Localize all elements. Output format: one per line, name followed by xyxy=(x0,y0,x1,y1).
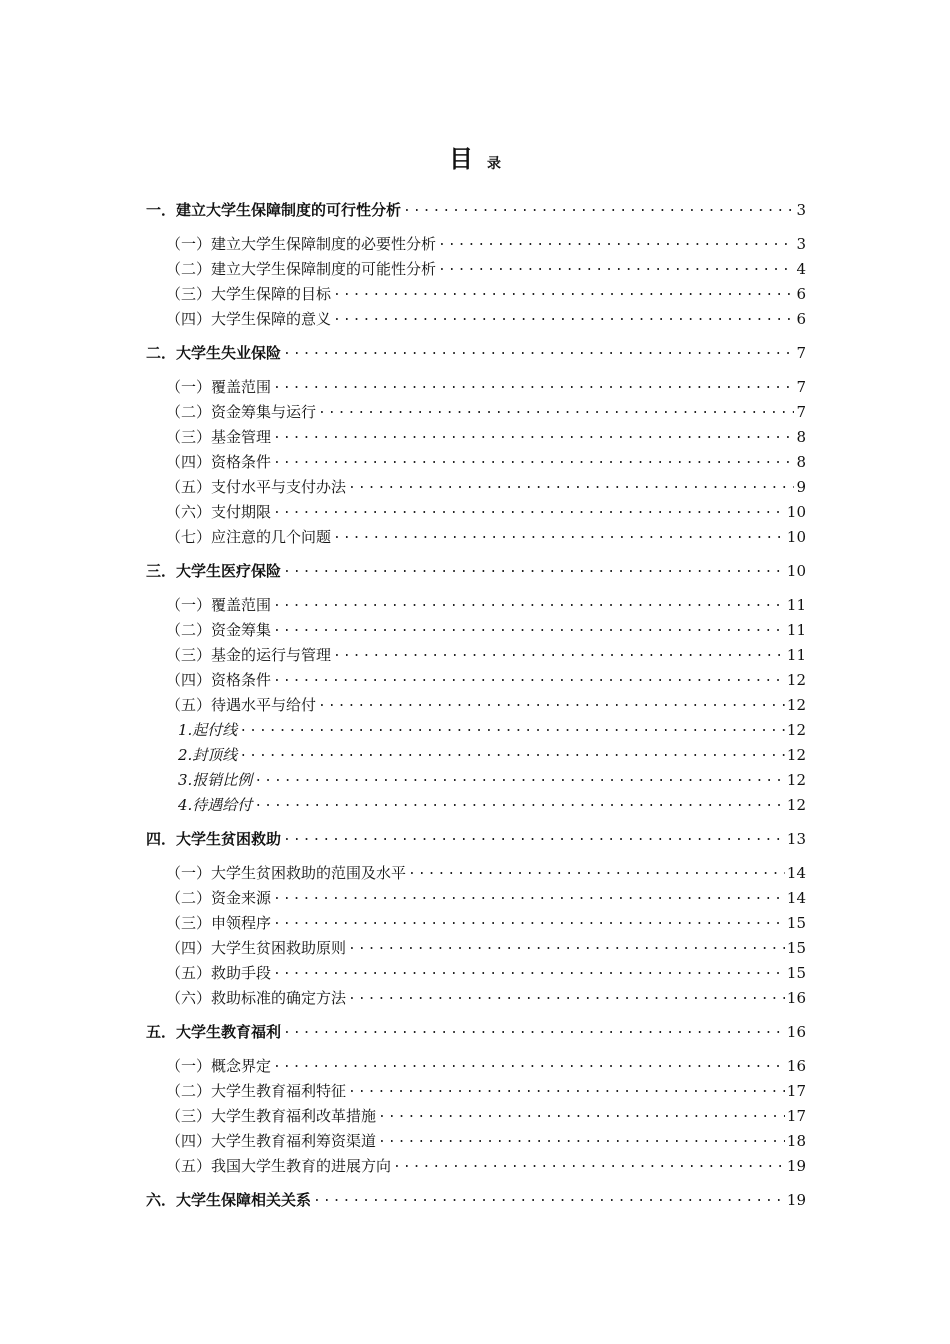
toc-page-number: 19 xyxy=(786,1157,806,1175)
toc-page-number: 11 xyxy=(786,596,806,614)
toc-entry-title: 一．建立大学生保障制度的可行性分析 xyxy=(146,201,402,219)
toc-entry-title: 四．大学生贫困救助 xyxy=(146,830,282,848)
toc-entry-title: （四）资格条件 xyxy=(166,671,272,689)
toc-section-entry[interactable] xyxy=(146,933,806,958)
toc-page-number: 12 xyxy=(786,796,806,814)
toc-subsection-entry[interactable] xyxy=(146,765,806,790)
dot-leader xyxy=(378,1129,785,1149)
toc-section-entry[interactable] xyxy=(146,1126,806,1151)
toc-page-number: 17 xyxy=(786,1107,806,1125)
toc-page-number: 16 xyxy=(786,989,806,1007)
toc-page-number: 15 xyxy=(786,964,806,982)
toc-page-number: 18 xyxy=(786,1132,806,1150)
toc-entry-title: 三．大学生医疗保险 xyxy=(146,562,282,580)
toc-entry-title: （二）资金来源 xyxy=(166,889,272,907)
toc-section-entry[interactable] xyxy=(146,279,806,304)
title-second-char: 录 xyxy=(487,156,501,172)
toc-section-entry[interactable] xyxy=(146,447,806,472)
toc-page-number: 7 xyxy=(796,344,806,362)
toc-page-number: 15 xyxy=(786,939,806,957)
toc-page-number: 14 xyxy=(786,864,806,882)
dot-leader xyxy=(393,1154,785,1174)
toc-page-number: 14 xyxy=(786,889,806,907)
toc-entry-title: （四）大学生保障的意义 xyxy=(166,310,332,328)
dot-leader xyxy=(408,861,785,881)
title-main-char: 目 xyxy=(449,144,473,173)
toc-entry-title: （三）基金的运行与管理 xyxy=(166,646,332,664)
dot-leader xyxy=(273,886,785,906)
toc-entry-title: （四）大学生教育福利筹资渠道 xyxy=(166,1132,377,1150)
toc-page-number: 10 xyxy=(786,528,806,546)
dot-leader xyxy=(283,827,785,847)
toc-entry-title: 六．大学生保障相关关系 xyxy=(146,1191,312,1209)
toc-page-number: 13 xyxy=(786,830,806,848)
toc-page-number: 10 xyxy=(786,562,806,580)
toc-page-number: 7 xyxy=(796,378,806,396)
toc-entry-title: （三）申领程序 xyxy=(166,914,272,932)
toc-entry-title: （一）覆盖范围 xyxy=(166,596,272,614)
toc-entry-title: 五．大学生教育福利 xyxy=(146,1023,282,1041)
toc-entry-title: （五）待遇水平与给付 xyxy=(166,696,317,714)
toc-entry-title: 4.待遇给付 xyxy=(178,796,253,814)
toc-section-entry[interactable] xyxy=(146,590,806,615)
toc-entry-title: （一）大学生贫困救助的范围及水平 xyxy=(166,864,407,882)
toc-section-entry[interactable] xyxy=(146,397,806,422)
toc-entry-title: （一）建立大学生保障制度的必要性分析 xyxy=(166,235,437,253)
toc-section-entry[interactable] xyxy=(146,422,806,447)
table-of-contents xyxy=(146,195,806,1210)
toc-chapter-entry[interactable] xyxy=(146,195,806,220)
toc-section-entry[interactable] xyxy=(146,522,806,547)
toc-chapter-entry[interactable] xyxy=(146,338,806,363)
dot-leader xyxy=(348,475,794,495)
dot-leader xyxy=(273,668,785,688)
dot-leader xyxy=(438,232,794,252)
toc-page-number: 12 xyxy=(786,771,806,789)
toc-page-number: 16 xyxy=(786,1057,806,1075)
toc-entry-title: 2.封顶线 xyxy=(178,746,238,764)
toc-entry-title: （二）建立大学生保障制度的可能性分析 xyxy=(166,260,437,278)
toc-section-entry[interactable] xyxy=(146,1051,806,1076)
toc-section-entry[interactable] xyxy=(146,883,806,908)
toc-entry-title: （六）救助标准的确定方法 xyxy=(166,989,347,1007)
dot-leader xyxy=(283,559,785,579)
toc-entry-title: 1.起付线 xyxy=(178,721,238,739)
toc-subsection-entry[interactable] xyxy=(146,740,806,765)
toc-section-entry[interactable] xyxy=(146,497,806,522)
toc-entry-title: （二）资金筹集 xyxy=(166,621,272,639)
toc-section-entry[interactable] xyxy=(146,372,806,397)
toc-page-number: 7 xyxy=(796,403,806,421)
toc-page-number: 4 xyxy=(796,260,806,278)
toc-page-number: 8 xyxy=(796,453,806,471)
toc-page-number: 6 xyxy=(796,285,806,303)
toc-entry-title: 3.报销比例 xyxy=(178,771,253,789)
toc-page-number: 17 xyxy=(786,1082,806,1100)
toc-section-entry[interactable] xyxy=(146,472,806,497)
toc-page-number: 9 xyxy=(796,478,806,496)
toc-entry-title: （四）资格条件 xyxy=(166,453,272,471)
toc-page-number: 6 xyxy=(796,310,806,328)
toc-entry-title: （一）概念界定 xyxy=(166,1057,272,1075)
dot-leader xyxy=(273,1054,785,1074)
toc-section-entry[interactable] xyxy=(146,983,806,1008)
toc-section-entry[interactable] xyxy=(146,254,806,279)
dot-leader xyxy=(273,961,785,981)
dot-leader xyxy=(348,986,785,1006)
toc-entry-title: （三）大学生保障的目标 xyxy=(166,285,332,303)
dot-leader xyxy=(273,425,794,445)
toc-page-number: 12 xyxy=(786,696,806,714)
toc-entry-title: （二）大学生教育福利特征 xyxy=(166,1082,347,1100)
toc-page-number: 12 xyxy=(786,721,806,739)
dot-leader xyxy=(254,793,785,813)
dot-leader xyxy=(273,593,785,613)
toc-entry-title: （四）大学生贫困救助原则 xyxy=(166,939,347,957)
toc-section-entry[interactable] xyxy=(146,304,806,329)
dot-leader xyxy=(333,643,785,663)
toc-page-number: 12 xyxy=(786,746,806,764)
toc-page-number: 8 xyxy=(796,428,806,446)
toc-page-number: 12 xyxy=(786,671,806,689)
dot-leader xyxy=(403,198,794,218)
toc-page-number: 3 xyxy=(796,201,806,219)
dot-leader xyxy=(333,282,794,302)
toc-chapter-entry[interactable] xyxy=(146,556,806,581)
dot-leader xyxy=(273,375,794,395)
dot-leader xyxy=(313,1188,785,1208)
dot-leader xyxy=(273,911,785,931)
toc-entry-title: （三）大学生教育福利改革措施 xyxy=(166,1107,377,1125)
toc-entry-title: （七）应注意的几个问题 xyxy=(166,528,332,546)
toc-section-entry[interactable] xyxy=(146,640,806,665)
dot-leader xyxy=(283,1020,785,1040)
toc-entry-title: （五）我国大学生教育的进展方向 xyxy=(166,1157,392,1175)
toc-page-number: 3 xyxy=(796,235,806,253)
dot-leader xyxy=(333,525,785,545)
toc-page-number: 15 xyxy=(786,914,806,932)
toc-entry-title: （一）覆盖范围 xyxy=(166,378,272,396)
toc-subsection-entry[interactable] xyxy=(146,790,806,815)
toc-page-number: 10 xyxy=(786,503,806,521)
toc-chapter-entry[interactable] xyxy=(146,1185,806,1210)
toc-page-number: 11 xyxy=(786,646,806,664)
toc-section-entry[interactable] xyxy=(146,229,806,254)
toc-entry-title: （六）支付期限 xyxy=(166,503,272,521)
toc-section-entry[interactable] xyxy=(146,908,806,933)
toc-section-entry[interactable] xyxy=(146,665,806,690)
dot-leader xyxy=(273,500,785,520)
dot-leader xyxy=(348,936,785,956)
toc-page-number: 19 xyxy=(786,1191,806,1209)
dot-leader xyxy=(318,693,785,713)
toc-chapter-entry[interactable] xyxy=(146,1017,806,1042)
dot-leader xyxy=(273,450,794,470)
dot-leader xyxy=(318,400,794,420)
toc-entry-title: （三）基金管理 xyxy=(166,428,272,446)
toc-section-entry[interactable] xyxy=(146,690,806,715)
toc-page-number: 16 xyxy=(786,1023,806,1041)
dot-leader xyxy=(438,257,794,277)
dot-leader xyxy=(283,341,794,361)
toc-section-entry[interactable] xyxy=(146,615,806,640)
toc-chapter-entry[interactable] xyxy=(146,824,806,849)
toc-section-entry[interactable] xyxy=(146,1151,806,1176)
toc-section-entry[interactable] xyxy=(146,1076,806,1101)
toc-entry-title: （二）资金筹集与运行 xyxy=(166,403,317,421)
page-title xyxy=(0,142,950,180)
toc-section-entry[interactable] xyxy=(146,958,806,983)
dot-leader xyxy=(254,768,785,788)
dot-leader xyxy=(333,307,794,327)
dot-leader xyxy=(239,743,785,763)
dot-leader xyxy=(273,618,785,638)
toc-section-entry[interactable] xyxy=(146,858,806,883)
dot-leader xyxy=(378,1104,785,1124)
toc-page-number: 11 xyxy=(786,621,806,639)
dot-leader xyxy=(239,718,785,738)
toc-entry-title: （五）救助手段 xyxy=(166,964,272,982)
dot-leader xyxy=(348,1079,785,1099)
toc-subsection-entry[interactable] xyxy=(146,715,806,740)
toc-entry-title: （五）支付水平与支付办法 xyxy=(166,478,347,496)
toc-section-entry[interactable] xyxy=(146,1101,806,1126)
toc-entry-title: 二．大学生失业保险 xyxy=(146,344,282,362)
